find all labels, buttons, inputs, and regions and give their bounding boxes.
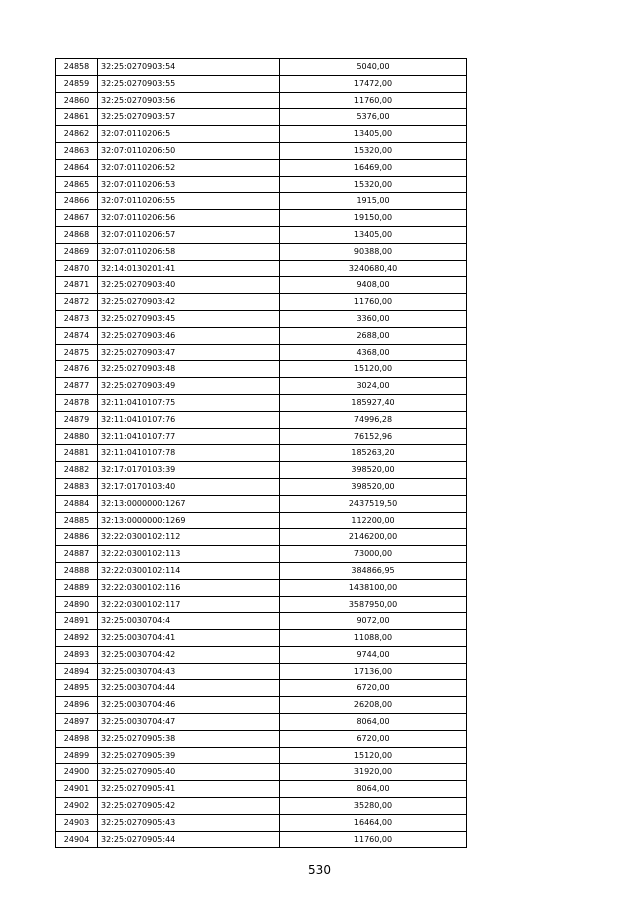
cadastral-number-cell: 32:25:0270903:48	[98, 361, 280, 378]
cadastral-number-cell: 32:13:0000000:1269	[98, 512, 280, 529]
table-row	[56, 764, 467, 781]
table-row	[56, 697, 467, 714]
table-row	[56, 478, 467, 495]
value-cell: 9072,00	[280, 613, 467, 630]
row-number-cell: 24884	[56, 495, 98, 512]
table-row	[56, 394, 467, 411]
cadastral-number-cell: 32:25:0270905:44	[98, 831, 280, 848]
cadastral-number-cell: 32:07:0110206:50	[98, 142, 280, 159]
row-number-cell: 24894	[56, 663, 98, 680]
row-number-cell: 24878	[56, 394, 98, 411]
value-cell: 3024,00	[280, 378, 467, 395]
table-row	[56, 596, 467, 613]
row-number-cell: 24887	[56, 546, 98, 563]
cadastral-number-cell: 32:25:0270905:43	[98, 814, 280, 831]
cadastral-number-cell: 32:22:0300102:113	[98, 546, 280, 563]
cadastral-number-cell: 32:07:0110206:58	[98, 243, 280, 260]
table-row	[56, 411, 467, 428]
row-number-cell: 24895	[56, 680, 98, 697]
cadastral-number-cell: 32:25:0270905:39	[98, 747, 280, 764]
row-number-cell: 24885	[56, 512, 98, 529]
table-row	[56, 546, 467, 563]
row-number-cell: 24869	[56, 243, 98, 260]
cadastral-number-cell: 32:07:0110206:55	[98, 193, 280, 210]
value-cell: 2688,00	[280, 327, 467, 344]
value-cell: 16464,00	[280, 814, 467, 831]
value-cell: 31920,00	[280, 764, 467, 781]
row-number-cell: 24873	[56, 310, 98, 327]
cadastral-number-cell: 32:07:0110206:5	[98, 126, 280, 143]
row-number-cell: 24900	[56, 764, 98, 781]
cadastral-number-cell: 32:25:0030704:41	[98, 630, 280, 647]
table-row	[56, 310, 467, 327]
value-cell: 398520,00	[280, 462, 467, 479]
cadastral-number-cell: 32:07:0110206:52	[98, 159, 280, 176]
value-cell: 11760,00	[280, 92, 467, 109]
cadastral-number-cell: 32:25:0270905:42	[98, 798, 280, 815]
table-body	[56, 59, 467, 848]
row-number-cell: 24870	[56, 260, 98, 277]
cadastral-number-cell: 32:07:0110206:57	[98, 226, 280, 243]
row-number-cell: 24881	[56, 445, 98, 462]
cadastral-number-cell: 32:25:0270903:49	[98, 378, 280, 395]
value-cell: 4368,00	[280, 344, 467, 361]
row-number-cell: 24882	[56, 462, 98, 479]
value-cell: 3587950,00	[280, 596, 467, 613]
row-number-cell: 24865	[56, 176, 98, 193]
table-row	[56, 495, 467, 512]
cadastral-number-cell: 32:07:0110206:56	[98, 210, 280, 227]
value-cell: 19150,00	[280, 210, 467, 227]
row-number-cell: 24890	[56, 596, 98, 613]
table-row	[56, 613, 467, 630]
cadastral-value-table	[55, 58, 467, 848]
cadastral-number-cell: 32:22:0300102:114	[98, 562, 280, 579]
table-row	[56, 831, 467, 848]
table-row	[56, 126, 467, 143]
table-row	[56, 378, 467, 395]
table-row	[56, 781, 467, 798]
cadastral-number-cell: 32:22:0300102:116	[98, 579, 280, 596]
value-cell: 3240680,40	[280, 260, 467, 277]
row-number-cell: 24877	[56, 378, 98, 395]
value-cell: 15320,00	[280, 142, 467, 159]
value-cell: 9744,00	[280, 646, 467, 663]
cadastral-number-cell: 32:11:0410107:75	[98, 394, 280, 411]
cadastral-number-cell: 32:25:0030704:47	[98, 714, 280, 731]
row-number-cell: 24904	[56, 831, 98, 848]
row-number-cell: 24859	[56, 75, 98, 92]
cadastral-number-cell: 32:07:0110206:53	[98, 176, 280, 193]
value-cell: 11760,00	[280, 831, 467, 848]
value-cell: 384866,95	[280, 562, 467, 579]
table-row	[56, 361, 467, 378]
value-cell: 17136,00	[280, 663, 467, 680]
cadastral-number-cell: 32:25:0030704:4	[98, 613, 280, 630]
row-number-cell: 24899	[56, 747, 98, 764]
cadastral-number-cell: 32:25:0270903:42	[98, 294, 280, 311]
row-number-cell: 24888	[56, 562, 98, 579]
table-row	[56, 798, 467, 815]
table-row	[56, 327, 467, 344]
row-number-cell: 24862	[56, 126, 98, 143]
row-number-cell: 24883	[56, 478, 98, 495]
cadastral-number-cell: 32:25:0270905:40	[98, 764, 280, 781]
value-cell: 15120,00	[280, 361, 467, 378]
value-cell: 9408,00	[280, 277, 467, 294]
row-number-cell: 24893	[56, 646, 98, 663]
row-number-cell: 24896	[56, 697, 98, 714]
table-row	[56, 344, 467, 361]
value-cell: 5376,00	[280, 109, 467, 126]
row-number-cell: 24886	[56, 529, 98, 546]
table-row	[56, 294, 467, 311]
row-number-cell: 24866	[56, 193, 98, 210]
table-row	[56, 630, 467, 647]
table-row	[56, 579, 467, 596]
cadastral-number-cell: 32:25:0270903:47	[98, 344, 280, 361]
value-cell: 2437519,50	[280, 495, 467, 512]
value-cell: 6720,00	[280, 680, 467, 697]
row-number-cell: 24858	[56, 59, 98, 76]
cadastral-number-cell: 32:25:0270903:57	[98, 109, 280, 126]
cadastral-number-cell: 32:25:0270903:54	[98, 59, 280, 76]
value-cell: 35280,00	[280, 798, 467, 815]
table-row	[56, 260, 467, 277]
cadastral-number-cell: 32:11:0410107:77	[98, 428, 280, 445]
value-cell: 16469,00	[280, 159, 467, 176]
value-cell: 398520,00	[280, 478, 467, 495]
table-row	[56, 529, 467, 546]
table-row	[56, 663, 467, 680]
cadastral-number-cell: 32:25:0270905:41	[98, 781, 280, 798]
cadastral-number-cell: 32:25:0030704:46	[98, 697, 280, 714]
row-number-cell: 24861	[56, 109, 98, 126]
row-number-cell: 24880	[56, 428, 98, 445]
row-number-cell: 24889	[56, 579, 98, 596]
table-row	[56, 730, 467, 747]
value-cell: 73000,00	[280, 546, 467, 563]
table-row	[56, 243, 467, 260]
cadastral-number-cell: 32:25:0270905:38	[98, 730, 280, 747]
table-row	[56, 646, 467, 663]
value-cell: 8064,00	[280, 714, 467, 731]
value-cell: 112200,00	[280, 512, 467, 529]
row-number-cell: 24871	[56, 277, 98, 294]
table-row	[56, 277, 467, 294]
cadastral-number-cell: 32:17:0170103:40	[98, 478, 280, 495]
page-number: 530	[308, 863, 331, 877]
row-number-cell: 24868	[56, 226, 98, 243]
value-cell: 90388,00	[280, 243, 467, 260]
row-number-cell: 24903	[56, 814, 98, 831]
table-row	[56, 747, 467, 764]
table-row	[56, 445, 467, 462]
cadastral-number-cell: 32:25:0270903:46	[98, 327, 280, 344]
cadastral-number-cell: 32:25:0270903:55	[98, 75, 280, 92]
value-cell: 3360,00	[280, 310, 467, 327]
row-number-cell: 24860	[56, 92, 98, 109]
table-row	[56, 210, 467, 227]
row-number-cell: 24898	[56, 730, 98, 747]
table-row	[56, 159, 467, 176]
table-row	[56, 562, 467, 579]
table-row	[56, 512, 467, 529]
cadastral-number-cell: 32:25:0030704:43	[98, 663, 280, 680]
row-number-cell: 24876	[56, 361, 98, 378]
cadastral-number-cell: 32:11:0410107:78	[98, 445, 280, 462]
cadastral-number-cell: 32:17:0170103:39	[98, 462, 280, 479]
cadastral-number-cell: 32:25:0030704:42	[98, 646, 280, 663]
value-cell: 185927,40	[280, 394, 467, 411]
value-cell: 11760,00	[280, 294, 467, 311]
cadastral-number-cell: 32:13:0000000:1267	[98, 495, 280, 512]
row-number-cell: 24901	[56, 781, 98, 798]
row-number-cell: 24867	[56, 210, 98, 227]
value-cell: 8064,00	[280, 781, 467, 798]
cadastral-number-cell: 32:25:0270903:45	[98, 310, 280, 327]
value-cell: 13405,00	[280, 226, 467, 243]
table-row	[56, 193, 467, 210]
cadastral-number-cell: 32:22:0300102:112	[98, 529, 280, 546]
table-row	[56, 176, 467, 193]
cadastral-number-cell: 32:25:0270903:40	[98, 277, 280, 294]
row-number-cell: 24892	[56, 630, 98, 647]
row-number-cell: 24874	[56, 327, 98, 344]
row-number-cell: 24891	[56, 613, 98, 630]
table-row	[56, 109, 467, 126]
value-cell: 2146200,00	[280, 529, 467, 546]
row-number-cell: 24872	[56, 294, 98, 311]
cadastral-number-cell: 32:14:0130201:41	[98, 260, 280, 277]
table-row	[56, 680, 467, 697]
cadastral-number-cell: 32:25:0030704:44	[98, 680, 280, 697]
value-cell: 1915,00	[280, 193, 467, 210]
cadastral-number-cell: 32:25:0270903:56	[98, 92, 280, 109]
table-row	[56, 226, 467, 243]
value-cell: 5040,00	[280, 59, 467, 76]
value-cell: 185263,20	[280, 445, 467, 462]
value-cell: 11088,00	[280, 630, 467, 647]
row-number-cell: 24879	[56, 411, 98, 428]
value-cell: 15320,00	[280, 176, 467, 193]
value-cell: 74996,28	[280, 411, 467, 428]
table-row	[56, 428, 467, 445]
table-row	[56, 142, 467, 159]
row-number-cell: 24875	[56, 344, 98, 361]
cadastral-number-cell: 32:22:0300102:117	[98, 596, 280, 613]
row-number-cell: 24897	[56, 714, 98, 731]
table-row	[56, 814, 467, 831]
table-row	[56, 92, 467, 109]
value-cell: 26208,00	[280, 697, 467, 714]
table-row	[56, 714, 467, 731]
value-cell: 6720,00	[280, 730, 467, 747]
value-cell: 15120,00	[280, 747, 467, 764]
table-row	[56, 59, 467, 76]
table-row	[56, 462, 467, 479]
value-cell: 17472,00	[280, 75, 467, 92]
value-cell: 76152,96	[280, 428, 467, 445]
row-number-cell: 24863	[56, 142, 98, 159]
cadastral-number-cell: 32:11:0410107:76	[98, 411, 280, 428]
row-number-cell: 24902	[56, 798, 98, 815]
row-number-cell: 24864	[56, 159, 98, 176]
value-cell: 1438100,00	[280, 579, 467, 596]
value-cell: 13405,00	[280, 126, 467, 143]
table-row	[56, 75, 467, 92]
